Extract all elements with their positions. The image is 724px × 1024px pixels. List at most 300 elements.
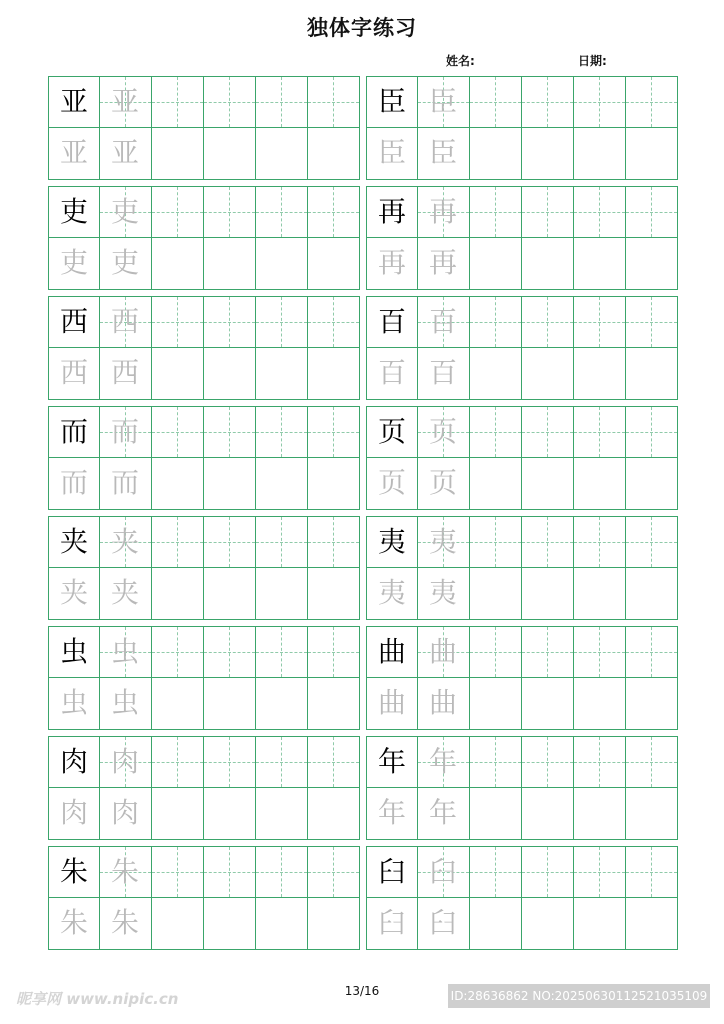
writing-cell[interactable]	[626, 238, 678, 290]
writing-cell[interactable]	[470, 128, 522, 180]
writing-cell[interactable]	[204, 626, 256, 678]
writing-cell[interactable]	[626, 678, 678, 730]
trace-row	[366, 348, 678, 400]
writing-cell[interactable]	[48, 186, 100, 238]
writing-cell[interactable]	[204, 898, 256, 950]
name-label: 姓名:	[446, 54, 475, 68]
watermark-logo: 昵享网 www.nipic.cn	[16, 990, 179, 1008]
guide-line-horizontal	[470, 542, 521, 543]
writing-cell[interactable]	[152, 516, 204, 568]
writing-cell[interactable]	[522, 788, 574, 840]
writing-cell[interactable]	[418, 626, 470, 678]
trace-character: 朱	[59, 906, 88, 939]
writing-cell[interactable]	[470, 788, 522, 840]
guide-line-horizontal	[574, 212, 625, 213]
writing-cell[interactable]	[256, 238, 308, 290]
writing-cell[interactable]	[204, 568, 256, 620]
guide-line-horizontal	[626, 212, 677, 213]
guide-line-horizontal	[204, 322, 255, 323]
writing-cell[interactable]	[204, 516, 256, 568]
model-character: 臣	[377, 85, 406, 118]
guide-line-horizontal	[256, 652, 307, 653]
guide-line-horizontal	[522, 432, 573, 433]
guide-line-horizontal	[522, 542, 573, 543]
writing-cell[interactable]	[308, 186, 360, 238]
writing-cell[interactable]	[308, 76, 360, 128]
model-row	[366, 736, 678, 788]
writing-cell[interactable]	[48, 458, 100, 510]
writing-cell[interactable]	[204, 846, 256, 898]
writing-cell[interactable]	[256, 898, 308, 950]
writing-cell[interactable]	[152, 458, 204, 510]
writing-cell[interactable]	[366, 128, 418, 180]
writing-cell[interactable]	[522, 348, 574, 400]
trace-row	[48, 128, 360, 180]
trace-character: 亚	[110, 136, 139, 169]
guide-line-horizontal	[308, 432, 359, 433]
writing-cell[interactable]	[470, 678, 522, 730]
model-row	[366, 186, 678, 238]
writing-cell[interactable]	[574, 516, 626, 568]
trace-row	[366, 458, 678, 510]
writing-cell[interactable]	[204, 678, 256, 730]
model-row	[48, 76, 360, 128]
writing-cell[interactable]	[366, 898, 418, 950]
writing-cell[interactable]	[48, 516, 100, 568]
writing-cell[interactable]	[256, 348, 308, 400]
writing-cell[interactable]	[470, 516, 522, 568]
writing-cell[interactable]	[522, 76, 574, 128]
guide-line-horizontal	[256, 212, 307, 213]
writing-cell[interactable]	[308, 516, 360, 568]
trace-character: 吏	[110, 246, 139, 279]
writing-cell[interactable]	[308, 846, 360, 898]
watermark-id: ID:28636862 NO:20250630112521035109	[448, 984, 710, 1008]
model-character: 再	[377, 195, 406, 228]
writing-cell[interactable]	[470, 736, 522, 788]
writing-cell[interactable]	[574, 846, 626, 898]
writing-cell[interactable]	[256, 788, 308, 840]
writing-cell[interactable]	[256, 296, 308, 348]
writing-cell[interactable]	[204, 736, 256, 788]
model-character: 而	[59, 415, 88, 448]
trace-character: 朱	[110, 906, 139, 939]
character-block	[48, 406, 360, 510]
writing-cell[interactable]	[418, 238, 470, 290]
writing-cell[interactable]	[204, 348, 256, 400]
writing-cell[interactable]	[470, 846, 522, 898]
model-row	[48, 296, 360, 348]
trace-row	[48, 788, 360, 840]
writing-cell[interactable]	[256, 846, 308, 898]
writing-cell[interactable]	[308, 568, 360, 620]
page-title: 独体字练习	[307, 16, 417, 40]
writing-cell[interactable]	[522, 898, 574, 950]
writing-cell[interactable]	[308, 348, 360, 400]
guide-line-horizontal	[470, 872, 521, 873]
writing-cell[interactable]	[366, 348, 418, 400]
writing-cell[interactable]	[256, 406, 308, 458]
writing-cell[interactable]	[418, 568, 470, 620]
trace-character: 西	[110, 305, 139, 338]
writing-cell[interactable]	[366, 296, 418, 348]
writing-cell[interactable]	[152, 626, 204, 678]
writing-cell[interactable]	[574, 186, 626, 238]
writing-cell[interactable]	[626, 458, 678, 510]
trace-character: 曲	[377, 686, 406, 719]
writing-cell[interactable]	[366, 678, 418, 730]
writing-cell[interactable]	[522, 458, 574, 510]
writing-cell[interactable]	[256, 626, 308, 678]
writing-cell[interactable]	[48, 406, 100, 458]
writing-cell[interactable]	[626, 76, 678, 128]
writing-cell[interactable]	[626, 406, 678, 458]
writing-cell[interactable]	[48, 626, 100, 678]
writing-cell[interactable]	[152, 238, 204, 290]
guide-line-horizontal	[626, 322, 677, 323]
writing-cell[interactable]	[470, 406, 522, 458]
writing-cell[interactable]	[308, 238, 360, 290]
trace-character: 夷	[377, 576, 406, 609]
character-block	[366, 186, 678, 290]
trace-character: 肉	[59, 796, 88, 829]
writing-cell[interactable]	[48, 846, 100, 898]
guide-line-horizontal	[256, 432, 307, 433]
writing-cell[interactable]	[522, 296, 574, 348]
guide-line-horizontal	[522, 102, 573, 103]
writing-cell[interactable]	[100, 458, 152, 510]
trace-character: 而	[59, 466, 88, 499]
guide-line-horizontal	[152, 322, 203, 323]
writing-cell[interactable]	[204, 406, 256, 458]
writing-cell[interactable]	[204, 238, 256, 290]
writing-cell[interactable]	[100, 846, 152, 898]
guide-line-horizontal	[522, 212, 573, 213]
writing-cell[interactable]	[522, 736, 574, 788]
trace-row	[48, 458, 360, 510]
writing-cell[interactable]	[366, 186, 418, 238]
writing-cell[interactable]	[100, 898, 152, 950]
guide-line-horizontal	[308, 872, 359, 873]
writing-cell[interactable]	[48, 238, 100, 290]
writing-cell[interactable]	[470, 898, 522, 950]
trace-character: 百	[377, 356, 406, 389]
writing-cell[interactable]	[418, 736, 470, 788]
writing-cell[interactable]	[470, 458, 522, 510]
writing-cell[interactable]	[308, 406, 360, 458]
guide-line-horizontal	[204, 652, 255, 653]
guide-line-horizontal	[574, 102, 625, 103]
writing-cell[interactable]	[48, 736, 100, 788]
character-block	[48, 626, 360, 730]
writing-cell[interactable]	[256, 678, 308, 730]
writing-cell[interactable]	[308, 128, 360, 180]
guide-line-horizontal	[256, 762, 307, 763]
writing-cell[interactable]	[626, 898, 678, 950]
writing-cell[interactable]	[48, 898, 100, 950]
writing-cell[interactable]	[522, 516, 574, 568]
character-block	[48, 296, 360, 400]
guide-line-horizontal	[204, 872, 255, 873]
writing-cell[interactable]	[308, 898, 360, 950]
writing-cell[interactable]	[152, 568, 204, 620]
guide-line-horizontal	[308, 652, 359, 653]
writing-cell[interactable]	[256, 736, 308, 788]
writing-cell[interactable]	[418, 186, 470, 238]
writing-cell[interactable]	[152, 348, 204, 400]
writing-cell[interactable]	[626, 296, 678, 348]
writing-cell[interactable]	[100, 406, 152, 458]
writing-cell[interactable]	[418, 76, 470, 128]
writing-cell[interactable]	[256, 568, 308, 620]
trace-character: 虫	[110, 686, 139, 719]
writing-cell[interactable]	[204, 76, 256, 128]
writing-cell[interactable]	[626, 788, 678, 840]
writing-cell[interactable]	[574, 736, 626, 788]
writing-cell[interactable]	[522, 238, 574, 290]
writing-cell[interactable]	[522, 678, 574, 730]
trace-row	[48, 678, 360, 730]
model-row	[48, 846, 360, 898]
character-block	[48, 516, 360, 620]
writing-cell[interactable]	[418, 128, 470, 180]
trace-character: 臼	[428, 906, 457, 939]
character-block	[366, 406, 678, 510]
writing-cell[interactable]	[308, 296, 360, 348]
writing-cell[interactable]	[574, 458, 626, 510]
writing-cell[interactable]	[152, 898, 204, 950]
character-block	[48, 186, 360, 290]
writing-cell[interactable]	[522, 846, 574, 898]
writing-cell[interactable]	[418, 296, 470, 348]
writing-cell[interactable]	[256, 76, 308, 128]
guide-line-horizontal	[152, 542, 203, 543]
writing-cell[interactable]	[308, 626, 360, 678]
writing-cell[interactable]	[152, 128, 204, 180]
guide-line-horizontal	[308, 102, 359, 103]
writing-cell[interactable]	[626, 568, 678, 620]
writing-cell[interactable]	[470, 238, 522, 290]
writing-cell[interactable]	[574, 296, 626, 348]
writing-cell[interactable]	[574, 128, 626, 180]
model-row	[48, 736, 360, 788]
writing-cell[interactable]	[366, 788, 418, 840]
writing-cell[interactable]	[574, 568, 626, 620]
writing-cell[interactable]	[100, 568, 152, 620]
writing-cell[interactable]	[626, 736, 678, 788]
writing-cell[interactable]	[366, 238, 418, 290]
writing-cell[interactable]	[152, 406, 204, 458]
writing-cell[interactable]	[418, 348, 470, 400]
writing-cell[interactable]	[100, 678, 152, 730]
writing-cell[interactable]	[418, 846, 470, 898]
model-character: 曲	[377, 635, 406, 668]
writing-cell[interactable]	[574, 76, 626, 128]
trace-row	[366, 568, 678, 620]
trace-character: 夹	[110, 576, 139, 609]
writing-cell[interactable]	[152, 296, 204, 348]
trace-character: 虫	[59, 686, 88, 719]
trace-character: 肉	[110, 745, 139, 778]
writing-cell[interactable]	[204, 186, 256, 238]
writing-cell[interactable]	[204, 296, 256, 348]
trace-character: 亚	[59, 136, 88, 169]
writing-cell[interactable]	[152, 76, 204, 128]
writing-cell[interactable]	[100, 238, 152, 290]
writing-cell[interactable]	[574, 788, 626, 840]
model-character: 肉	[59, 745, 88, 778]
guide-line-horizontal	[626, 432, 677, 433]
trace-row	[48, 898, 360, 950]
character-block	[366, 516, 678, 620]
trace-row	[48, 568, 360, 620]
writing-cell[interactable]	[48, 568, 100, 620]
writing-cell[interactable]	[574, 898, 626, 950]
writing-cell[interactable]	[470, 568, 522, 620]
model-row	[366, 846, 678, 898]
trace-character: 夷	[428, 525, 457, 558]
model-character: 亚	[59, 85, 88, 118]
writing-cell[interactable]	[626, 516, 678, 568]
writing-cell[interactable]	[48, 296, 100, 348]
trace-character: 肉	[110, 796, 139, 829]
writing-cell[interactable]	[48, 128, 100, 180]
trace-character: 臣	[428, 85, 457, 118]
writing-cell[interactable]	[100, 516, 152, 568]
writing-cell[interactable]	[418, 788, 470, 840]
writing-cell[interactable]	[152, 788, 204, 840]
guide-line-horizontal	[470, 432, 521, 433]
writing-cell[interactable]	[418, 406, 470, 458]
trace-row	[366, 678, 678, 730]
trace-row	[366, 238, 678, 290]
guide-line-horizontal	[152, 652, 203, 653]
guide-line-horizontal	[626, 652, 677, 653]
writing-cell[interactable]	[152, 678, 204, 730]
writing-cell[interactable]	[418, 458, 470, 510]
model-row	[48, 186, 360, 238]
writing-cell[interactable]	[48, 348, 100, 400]
writing-cell[interactable]	[308, 678, 360, 730]
writing-cell[interactable]	[366, 626, 418, 678]
guide-line-horizontal	[308, 212, 359, 213]
writing-cell[interactable]	[470, 76, 522, 128]
writing-cell[interactable]	[470, 348, 522, 400]
writing-cell[interactable]	[626, 128, 678, 180]
writing-cell[interactable]	[366, 736, 418, 788]
writing-cell[interactable]	[256, 128, 308, 180]
writing-cell[interactable]	[100, 626, 152, 678]
writing-cell[interactable]	[522, 406, 574, 458]
writing-cell[interactable]	[418, 678, 470, 730]
writing-cell[interactable]	[204, 458, 256, 510]
writing-cell[interactable]	[100, 736, 152, 788]
writing-cell[interactable]	[366, 516, 418, 568]
trace-character: 西	[59, 356, 88, 389]
writing-cell[interactable]	[522, 186, 574, 238]
writing-cell[interactable]	[366, 846, 418, 898]
date-label: 日期:	[578, 54, 607, 68]
trace-character: 再	[377, 246, 406, 279]
writing-cell[interactable]	[204, 128, 256, 180]
writing-cell[interactable]	[470, 626, 522, 678]
writing-cell[interactable]	[574, 626, 626, 678]
writing-cell[interactable]	[152, 846, 204, 898]
writing-cell[interactable]	[256, 458, 308, 510]
character-block	[366, 846, 678, 950]
writing-cell[interactable]	[522, 568, 574, 620]
writing-cell[interactable]	[256, 186, 308, 238]
guide-line-horizontal	[152, 102, 203, 103]
writing-cell[interactable]	[366, 76, 418, 128]
writing-cell[interactable]	[626, 186, 678, 238]
writing-cell[interactable]	[366, 458, 418, 510]
writing-cell[interactable]	[574, 406, 626, 458]
guide-line-horizontal	[204, 432, 255, 433]
guide-line-horizontal	[308, 762, 359, 763]
guide-line-horizontal	[574, 432, 625, 433]
writing-cell[interactable]	[100, 186, 152, 238]
model-character: 年	[377, 745, 406, 778]
model-character: 臼	[377, 855, 406, 888]
page-number: 13/16	[344, 984, 380, 998]
writing-cell[interactable]	[626, 846, 678, 898]
guide-line-horizontal	[522, 652, 573, 653]
trace-character: 百	[428, 305, 457, 338]
writing-cell[interactable]	[626, 626, 678, 678]
model-character: 百	[377, 305, 406, 338]
writing-cell[interactable]	[522, 128, 574, 180]
writing-cell[interactable]	[366, 406, 418, 458]
writing-cell[interactable]	[522, 626, 574, 678]
trace-character: 亚	[110, 85, 139, 118]
writing-cell[interactable]	[308, 788, 360, 840]
writing-cell[interactable]	[100, 788, 152, 840]
writing-cell[interactable]	[308, 458, 360, 510]
writing-cell[interactable]	[100, 76, 152, 128]
writing-cell[interactable]	[626, 348, 678, 400]
writing-cell[interactable]	[366, 568, 418, 620]
writing-cell[interactable]	[152, 736, 204, 788]
trace-character: 吏	[59, 246, 88, 279]
trace-row	[48, 238, 360, 290]
writing-cell[interactable]	[100, 128, 152, 180]
writing-cell[interactable]	[574, 678, 626, 730]
writing-cell[interactable]	[152, 186, 204, 238]
writing-cell[interactable]	[48, 76, 100, 128]
guide-line-horizontal	[626, 872, 677, 873]
trace-character: 而	[110, 415, 139, 448]
writing-cell[interactable]	[48, 788, 100, 840]
writing-cell[interactable]	[256, 516, 308, 568]
writing-cell[interactable]	[574, 348, 626, 400]
trace-character: 曲	[428, 686, 457, 719]
writing-cell[interactable]	[418, 898, 470, 950]
writing-cell[interactable]	[470, 186, 522, 238]
writing-cell[interactable]	[100, 296, 152, 348]
writing-cell[interactable]	[574, 238, 626, 290]
writing-cell[interactable]	[308, 736, 360, 788]
guide-line-horizontal	[204, 102, 255, 103]
trace-character: 再	[428, 246, 457, 279]
writing-cell[interactable]	[418, 516, 470, 568]
writing-cell[interactable]	[100, 348, 152, 400]
writing-cell[interactable]	[204, 788, 256, 840]
writing-cell[interactable]	[470, 296, 522, 348]
writing-cell[interactable]	[48, 678, 100, 730]
trace-character: 页	[428, 466, 457, 499]
guide-line-horizontal	[204, 762, 255, 763]
